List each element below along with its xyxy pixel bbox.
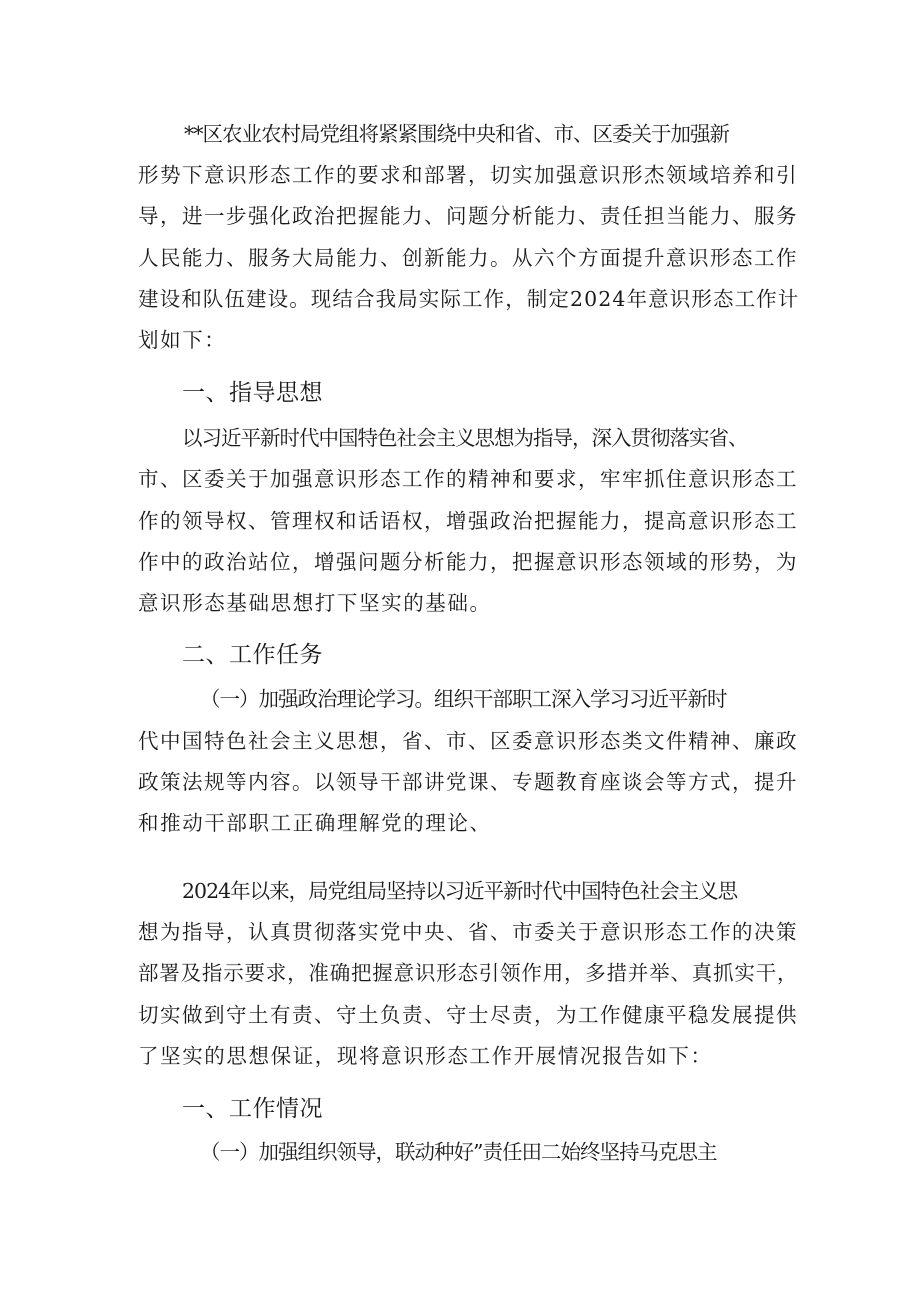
paragraph-line: 形势下意识形态工作的要求和部署，切实加强意识形杰领域培养和引: [138, 163, 798, 187]
paragraph-line: （一）加强组织领导，联动种好”责任田二始终坚持马克思主: [200, 1140, 717, 1164]
paragraph-line: 作中的政治站位，增强问题分析能力，把握意识形态领域的形势，为: [138, 550, 798, 574]
section-heading: 一、工作情况: [182, 1096, 323, 1122]
paragraph-line: 作的领导权、管理权和话语权，增强政治把握能力，提高意识形态工: [138, 509, 798, 533]
paragraph-line: 市、区委关于加强意识形态工作的精神和要求，牢牢抓住意识形态工: [138, 467, 798, 491]
paragraph-line: 人民能力、服务大局能力、创新能力。从六个方面提升意识形态工作: [138, 246, 798, 270]
paragraph-line: **区农业农村局党组将紧紧围绕中央和省、市、区委关于加强新: [184, 122, 729, 146]
section-heading: 二、工作任务: [182, 642, 323, 668]
paragraph-line: 了坚实的思想保证，现将意识形态工作开展情况报告如下：: [138, 1044, 713, 1068]
paragraph-line: 划如下：: [138, 328, 227, 352]
paragraph-line: 切实做到守土有责、守土负责、守士尽责，为工作健康平稳发展提供: [138, 1003, 798, 1027]
paragraph-line: 导，进一步强化政治把握能力、问题分析能力、责任担当能力、服务: [138, 204, 798, 228]
paragraph-line: 意识形态基础思想打下坚实的基础。: [138, 591, 492, 615]
paragraph-line: 代中国特色社会主义思想，省、市、区委意识形态类文件精神、廉政: [138, 729, 798, 753]
section-heading: 一、指导思想: [182, 380, 323, 406]
paragraph-line: 想为指导，认真贯彻落实党中央、省、市委关于意识形态工作的决策: [138, 920, 798, 944]
paragraph-line: 2024年以来，局党组局坚持以习近平新时代中国特色社会主义思: [182, 879, 738, 903]
paragraph-line: （一）加强政治理论学习。组织干部职工深入学习习近平新时: [200, 687, 727, 711]
paragraph-line: 和推动干部职工正确理解党的理论、: [138, 811, 492, 835]
paragraph-line: 部署及指示要求，准确把握意识形态引领作用，多措并举、真抓实干，: [138, 961, 799, 985]
paragraph-line: 政策法规等内容。以领导干部讲党课、专题教育座谈会等方式，提升: [138, 770, 798, 794]
paragraph-line: 以习近平新时代中国特色社会主义思想为指导，深入贯彻落实省、: [182, 426, 748, 450]
paragraph-line: 建设和队伍建设。现结合我局实际工作，制定2024年意识形态工作计: [138, 287, 800, 311]
